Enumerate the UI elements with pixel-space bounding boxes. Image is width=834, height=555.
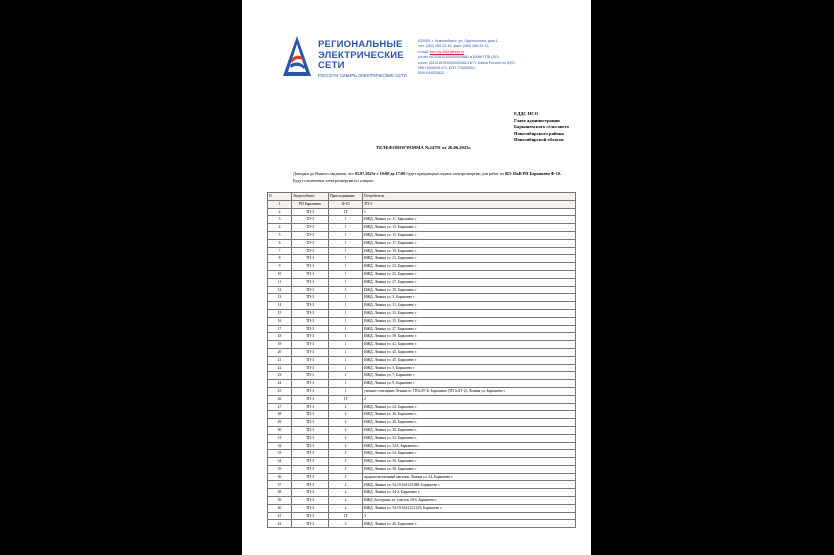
row-consumer: ИЖД, Ленина ул, 38, Барышево с xyxy=(363,465,576,473)
row-number: 26 xyxy=(268,395,292,403)
table-row xyxy=(268,395,576,403)
table-row xyxy=(268,372,576,380)
table-row xyxy=(268,208,576,216)
addressee-block: ЕДДС НСО Главе администрации Барышевского сельсовета Новосибирского района Новосибирской области xyxy=(514,111,569,143)
brand-name: РЕГИОНАЛЬНЫЕ ЭЛЕКТРИЧЕСКИЕ СЕТИ xyxy=(318,39,404,71)
row-object: ТП-3 xyxy=(292,302,329,310)
row-object: РП Барышево xyxy=(292,200,329,208)
row-consumer: ИЖД, Ленина ул, 34, Барышево с xyxy=(363,450,576,458)
row-object: ТП-3 xyxy=(292,395,329,403)
table-row xyxy=(268,504,576,512)
row-object: ТП-3 xyxy=(292,239,329,247)
row-consumer: ИЖД, Ленина ул, 17, Барышево с xyxy=(363,239,576,247)
row-consumer: ИЖД, Ленина ул, 25, Барышево с xyxy=(363,270,576,278)
row-object: ТП-3 xyxy=(292,325,329,333)
brand-subtitle: РОССЕТИ СИБИРЬ ЭЛЕКТРИЧЕСКИЕ СЕТИ xyxy=(318,73,407,78)
row-number: 1 xyxy=(268,200,292,208)
table-row xyxy=(268,348,576,356)
table-row xyxy=(268,387,576,395)
row-connection: 3 xyxy=(329,520,363,528)
table-row xyxy=(268,419,576,427)
table-row xyxy=(268,465,576,473)
row-object: ТП-3 xyxy=(292,403,329,411)
row-object: ТП-3 xyxy=(292,450,329,458)
row-consumer: ИЖД, Ленина ул, 35, Барышево с xyxy=(363,317,576,325)
row-consumer: ИЖД, Ленина ул, 7, Барышево с xyxy=(363,372,576,380)
row-number: 23 xyxy=(268,372,292,380)
company-contacts: 630005, г. Новосибирск, ул. Однопосного, дом 1, тел. (383) 289-33-39, факс (383) 289-33-22, e-mail: sec.rep.f461@rsetl.ru р/счет 40702810300000000681 в БАНК ГПБ (АО) к/счет 30101810000000000823 в ГУ Банка России по ЦФО ИНН 5406291470, КПП 775050001, БИК 044525823 xyxy=(418,39,515,76)
row-object: ТП-3 xyxy=(292,419,329,427)
row-number: 10 xyxy=(268,270,292,278)
table-row xyxy=(268,255,576,263)
row-consumer: ИЖД, Ленина ул, 33, Барышево с xyxy=(363,309,576,317)
row-connection: 2 xyxy=(329,426,363,434)
row-consumer: ИЖД, Ленина ул, 45, Барышево с xyxy=(363,356,576,364)
row-consumer: ИЖД, Ленина ул, 32, Барышево с xyxy=(363,434,576,442)
row-number: 16 xyxy=(268,317,292,325)
row-consumer: ИЖД, Ленина ул, 43, Барышево с xyxy=(363,348,576,356)
row-object: ТП-3 xyxy=(292,520,329,528)
row-object: ТП-3 xyxy=(292,278,329,286)
row-connection: 1 xyxy=(329,325,363,333)
row-connection: 1 xyxy=(329,372,363,380)
row-connection: 2 xyxy=(329,489,363,497)
row-consumer: 2 xyxy=(363,395,576,403)
row-number: 30 xyxy=(268,426,292,434)
row-connection: 2 xyxy=(329,481,363,489)
table-row xyxy=(268,231,576,239)
row-object: ТП-3 xyxy=(292,364,329,372)
row-connection: 2 xyxy=(329,442,363,450)
table-row xyxy=(268,497,576,505)
row-consumer: ИЖД, Ленина ул, 9, Барышево с xyxy=(363,380,576,388)
row-number: 33 xyxy=(268,450,292,458)
table-row xyxy=(268,411,576,419)
table-row xyxy=(268,333,576,341)
table-row xyxy=(268,450,576,458)
row-consumer: ИЖД, Ленина ул, 39, Барышево с xyxy=(363,333,576,341)
row-number: 12 xyxy=(268,286,292,294)
row-number: 29 xyxy=(268,419,292,427)
header-n: N xyxy=(268,193,292,201)
row-connection: 2 xyxy=(329,504,363,512)
row-connection: 1 xyxy=(329,239,363,247)
row-connection: 1 xyxy=(329,333,363,341)
row-consumer: ТП-3 xyxy=(363,200,576,208)
row-number: 6 xyxy=(268,239,292,247)
row-consumer: ИЖД, Ленина ул, 54:19:164123:1255, Барышево с xyxy=(363,504,576,512)
row-object: ТП-3 xyxy=(292,270,329,278)
row-consumer: ИЖД, Ленина ул, 3, Барышево с xyxy=(363,294,576,302)
table-header-row xyxy=(268,193,576,201)
row-connection: 2 xyxy=(329,458,363,466)
row-consumer: ИЖД, Ленина ул, 11, Барышево с xyxy=(363,216,576,224)
email-link[interactable]: sec.rep.f461@rsetl.ru xyxy=(429,49,465,54)
row-number: 19 xyxy=(268,341,292,349)
row-connection: Ф-10 xyxy=(329,200,363,208)
row-object: ТП-3 xyxy=(292,356,329,364)
row-consumer: ИЖД, Ленина ул, 15, Барышево с xyxy=(363,231,576,239)
row-connection: 1 xyxy=(329,231,363,239)
row-number: 2 xyxy=(268,208,292,216)
row-object: ТП-3 xyxy=(292,465,329,473)
row-number: 37 xyxy=(268,481,292,489)
table-row xyxy=(268,278,576,286)
row-consumer: ИЖД, Ленина ул, 13, Барышево с xyxy=(363,224,576,232)
table-row xyxy=(268,286,576,294)
table-row xyxy=(268,216,576,224)
row-connection: 1 xyxy=(329,224,363,232)
row-consumer: продовольственный магазин, Ленина ул, 34, Барышево с xyxy=(363,473,576,481)
table-row xyxy=(268,263,576,271)
row-connection: 2 xyxy=(329,497,363,505)
row-number: 31 xyxy=(268,434,292,442)
row-object: ТП-3 xyxy=(292,473,329,481)
row-object: ТП-3 xyxy=(292,411,329,419)
row-number: 17 xyxy=(268,325,292,333)
row-number: 24 xyxy=(268,380,292,388)
row-consumer: ИЖД, Ленина ул, 30, Барышево с xyxy=(363,426,576,434)
table-row xyxy=(268,458,576,466)
document-page xyxy=(242,0,591,555)
row-object: ТП-3 xyxy=(292,317,329,325)
table-row xyxy=(268,239,576,247)
row-object: ТП-3 xyxy=(292,255,329,263)
table-row xyxy=(268,270,576,278)
row-object: ТП-3 xyxy=(292,372,329,380)
row-object: ТП-3 xyxy=(292,481,329,489)
table-row xyxy=(268,356,576,364)
row-object: ТП-3 xyxy=(292,504,329,512)
row-connection: 2 xyxy=(329,419,363,427)
consumers-table xyxy=(267,192,576,528)
row-connection: 2 xyxy=(329,411,363,419)
row-consumer: ИЖД, Ленина ул, 27, Барышево с xyxy=(363,278,576,286)
row-consumer: ИЖД, Ленина ул, 36, Барышево с xyxy=(363,458,576,466)
row-number: 20 xyxy=(268,348,292,356)
row-object: ТП-3 xyxy=(292,512,329,520)
table-row xyxy=(268,434,576,442)
row-number: 11 xyxy=(268,278,292,286)
row-number: 8 xyxy=(268,255,292,263)
row-connection: 1 xyxy=(329,270,363,278)
row-connection: 1 xyxy=(329,341,363,349)
row-object: ТП-3 xyxy=(292,434,329,442)
row-number: 5 xyxy=(268,231,292,239)
row-number: 22 xyxy=(268,364,292,372)
row-number: 4 xyxy=(268,224,292,232)
table-row xyxy=(268,325,576,333)
table-row xyxy=(268,481,576,489)
row-object: ТП-3 xyxy=(292,348,329,356)
row-connection: 1 xyxy=(329,286,363,294)
row-connection: 2 xyxy=(329,465,363,473)
row-connection: 1Т xyxy=(329,208,363,216)
row-number: 14 xyxy=(268,302,292,310)
row-object: ТП-3 xyxy=(292,294,329,302)
table-row xyxy=(268,380,576,388)
row-object: ТП-3 xyxy=(292,426,329,434)
row-connection: 1 xyxy=(329,263,363,271)
row-connection: 1Т xyxy=(329,395,363,403)
row-number: 32 xyxy=(268,442,292,450)
row-connection: 2 xyxy=(329,434,363,442)
table-row xyxy=(268,442,576,450)
row-connection: 1 xyxy=(329,278,363,286)
row-consumer: ИЖД, Ленина ул, 31, Барышево с xyxy=(363,302,576,310)
row-number: 38 xyxy=(268,489,292,497)
row-object: ТП-3 xyxy=(292,224,329,232)
row-connection: 1 xyxy=(329,387,363,395)
row-number: 36 xyxy=(268,473,292,481)
row-consumer: ИЖД, Ленина ул, 21, Барышево с xyxy=(363,255,576,263)
row-consumer: ИЖД, Ленина ул, 26, Барышево с xyxy=(363,411,576,419)
row-number: 18 xyxy=(268,333,292,341)
company-logo-icon xyxy=(282,34,312,78)
row-connection: 2 xyxy=(329,450,363,458)
row-consumer: ИЖД, Бахтурина ул, участок 20/4, Барышево с xyxy=(363,497,576,505)
row-consumer: ИЖД, Ленина ул, 40, Барышево с xyxy=(363,520,576,528)
row-connection: 1 xyxy=(329,294,363,302)
row-number: 13 xyxy=(268,294,292,302)
table-row xyxy=(268,317,576,325)
row-connection: 1 xyxy=(329,364,363,372)
table-row xyxy=(268,302,576,310)
row-connection: 1 xyxy=(329,247,363,255)
row-connection: 1 xyxy=(329,348,363,356)
header-consumer: Потребитель xyxy=(363,193,576,201)
table-row xyxy=(268,473,576,481)
row-object: ТП-3 xyxy=(292,216,329,224)
table-row xyxy=(268,512,576,520)
row-number: 39 xyxy=(268,497,292,505)
row-object: ТП-3 xyxy=(292,247,329,255)
row-object: ТП-3 xyxy=(292,380,329,388)
row-connection: 1 xyxy=(329,356,363,364)
row-connection: 1Т xyxy=(329,512,363,520)
row-object: ТП-3 xyxy=(292,458,329,466)
row-consumer: ИЖД, Ленина ул, 28, Барышево с xyxy=(363,419,576,427)
row-number: 28 xyxy=(268,411,292,419)
header-object: Энергообъект xyxy=(292,193,329,201)
row-number: 9 xyxy=(268,263,292,271)
table-row xyxy=(268,247,576,255)
row-consumer: ИЖД, Ленина ул, 19, Барышево с xyxy=(363,247,576,255)
row-object: ТП-3 xyxy=(292,341,329,349)
row-connection: 1 xyxy=(329,216,363,224)
row-object: ТП-3 xyxy=(292,497,329,505)
table-row xyxy=(268,341,576,349)
row-consumer: ИЖД, Ленина ул, 34-2, Барышево с xyxy=(363,489,576,497)
row-consumer: 1 xyxy=(363,208,576,216)
row-consumer: ИЖД, Ленина ул, 23, Барышево с xyxy=(363,263,576,271)
row-number: 21 xyxy=(268,356,292,364)
row-object: ТП-3 xyxy=(292,489,329,497)
row-connection: 1 xyxy=(329,255,363,263)
row-number: 27 xyxy=(268,403,292,411)
row-consumer: ИЖД, Ленина ул, 37, Барышево с xyxy=(363,325,576,333)
table-row xyxy=(268,294,576,302)
table-body xyxy=(268,200,576,527)
row-number: 7 xyxy=(268,247,292,255)
document-title: ТЕЛЕФОНОГРАММА №24791 от 26.06.2025г. xyxy=(376,145,472,150)
row-connection: 1 xyxy=(329,309,363,317)
row-number: 3 xyxy=(268,216,292,224)
row-consumer: ИЖД, Ленина ул, 29, Барышево с xyxy=(363,286,576,294)
row-connection: 2 xyxy=(329,473,363,481)
row-consumer: ИЖД, Ленина ул, 41, Барышево с xyxy=(363,341,576,349)
table-row xyxy=(268,200,576,208)
row-number: 25 xyxy=(268,387,292,395)
row-object: ТП-3 xyxy=(292,387,329,395)
row-consumer: ИЖД, Ленина ул, 24, Барышево с xyxy=(363,403,576,411)
table-row xyxy=(268,426,576,434)
table-row xyxy=(268,403,576,411)
table-row xyxy=(268,309,576,317)
row-connection: 1 xyxy=(329,317,363,325)
row-object: ТП-3 xyxy=(292,333,329,341)
row-number: 42 xyxy=(268,520,292,528)
row-consumer: ИЖД, Ленина ул, 32А, Барышево с xyxy=(363,442,576,450)
row-connection: 1 xyxy=(329,380,363,388)
table-row xyxy=(268,489,576,497)
table-row xyxy=(268,224,576,232)
row-connection: 1 xyxy=(329,302,363,310)
intro-text: Доводим до Вашего сведения, что 03.07.2025г с 10:00 до 17:00 будет прекращена подача электроэнергии для работ по ВЛ-10кВ РП Барышево Ф-10. Будут отключены электроэнергии по улицам: xyxy=(293,171,562,183)
row-connection: 2 xyxy=(329,403,363,411)
row-object: ТП-3 xyxy=(292,231,329,239)
row-consumer: ИЖД, Ленина ул, 54:19:164123:988, Барышево с xyxy=(363,481,576,489)
table-row xyxy=(268,520,576,528)
row-number: 35 xyxy=(268,465,292,473)
row-number: 41 xyxy=(268,512,292,520)
row-object: ТП-3 xyxy=(292,309,329,317)
row-object: ТП-3 xyxy=(292,442,329,450)
row-object: ТП-3 xyxy=(292,263,329,271)
row-number: 34 xyxy=(268,458,292,466)
row-consumer: ИЖД, Ленина ул, 5, Барышево с xyxy=(363,364,576,372)
row-consumer: 3 xyxy=(363,512,576,520)
header-connection: Присоединение xyxy=(329,193,363,201)
row-object: ТП-3 xyxy=(292,286,329,294)
row-consumer: уличное освещение Ленина от ТП№ЗТ-3с Барышево (ТП №ЗТ-2), Ленина ул, Барышево с xyxy=(363,387,576,395)
row-number: 15 xyxy=(268,309,292,317)
row-number: 40 xyxy=(268,504,292,512)
table-row xyxy=(268,364,576,372)
row-object: ТП-3 xyxy=(292,208,329,216)
